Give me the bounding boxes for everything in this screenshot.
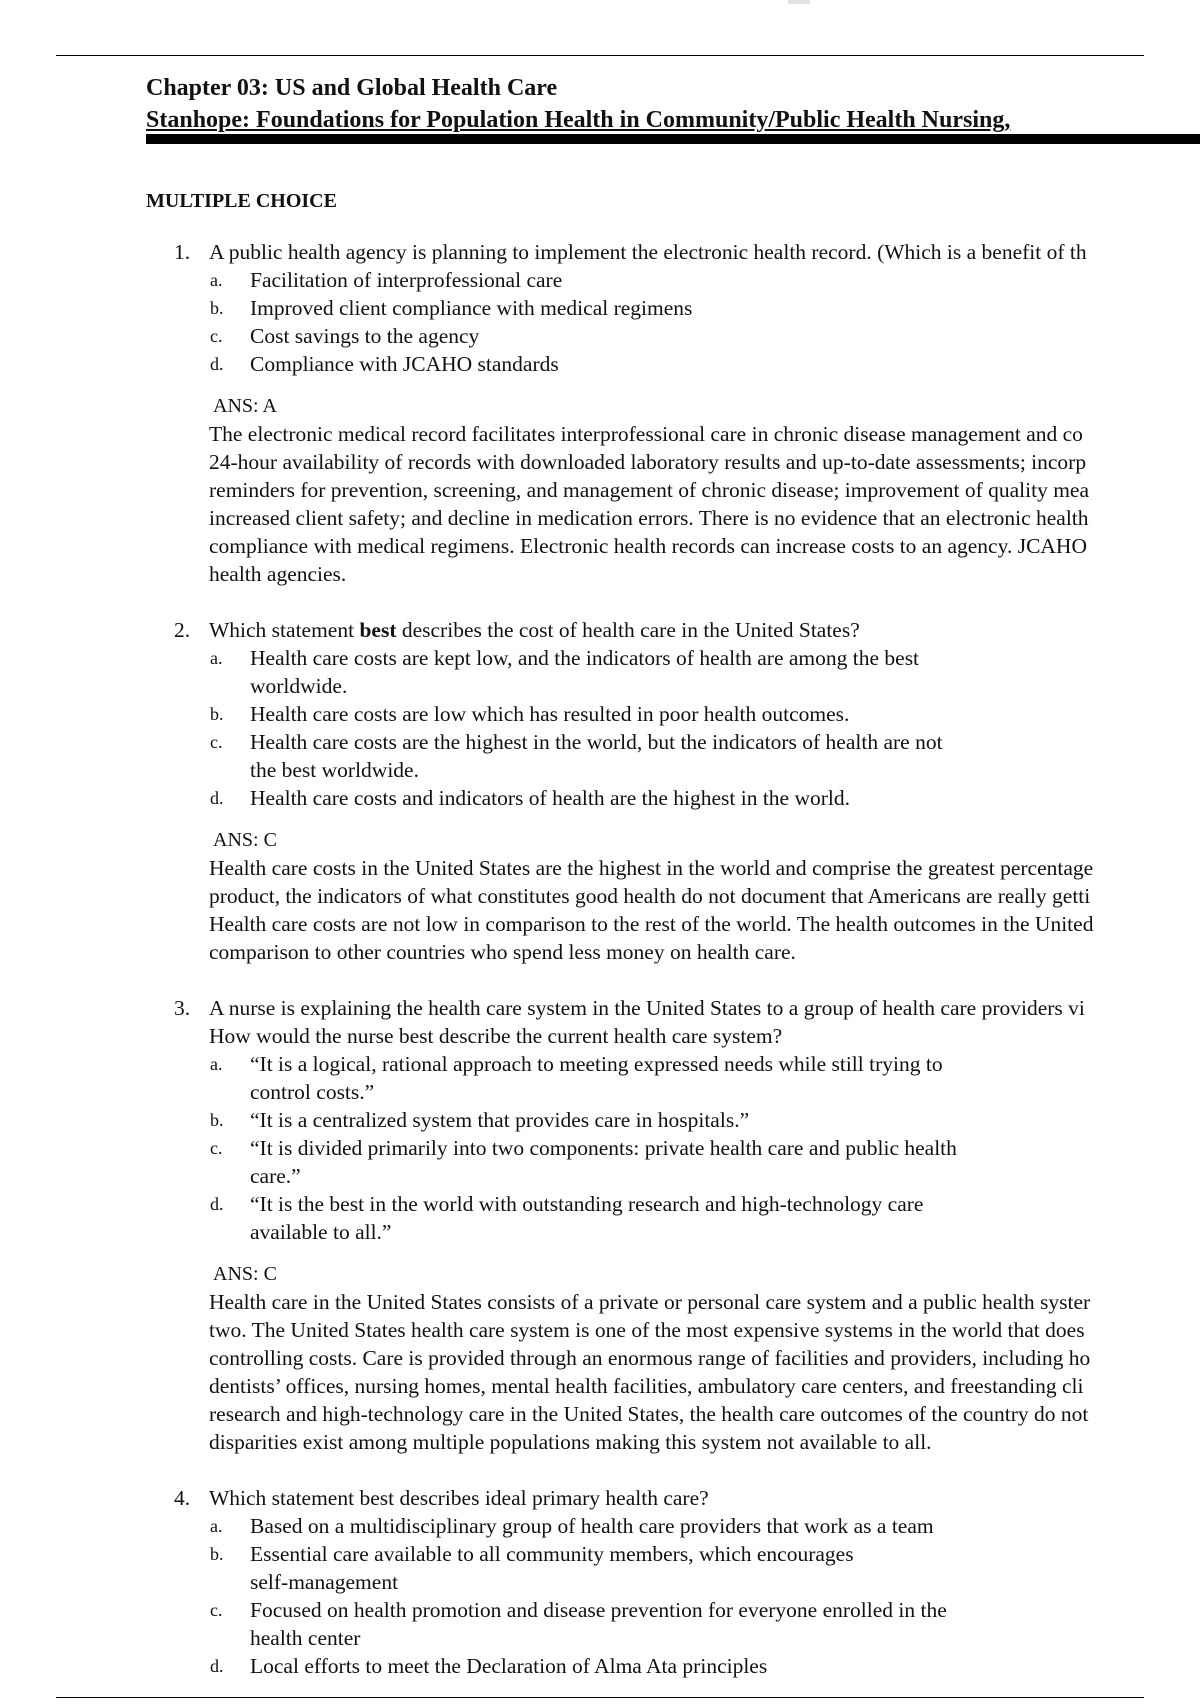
book-title: Stanhope: Foundations for Population Health in Community/Public Health Nursing,	[146, 107, 1011, 133]
option-b	[0, 1106, 1050, 1134]
question-2	[0, 616, 1200, 966]
option-a	[0, 1050, 1050, 1106]
rationale-line: increased client safety; and decline in medication errors. There is no evidence that an electronic health	[209, 506, 1089, 530]
question-stem	[0, 616, 1200, 644]
rationale-line: dentists’ offices, nursing homes, mental health facilities, ambulatory care centers, and freestanding cli	[209, 1374, 1084, 1398]
option-text: “It is divided primarily into two components: private health care and public health	[250, 1136, 957, 1160]
option-b	[0, 1540, 1050, 1596]
chapter-title: Chapter 03: US and Global Health Care	[146, 75, 558, 101]
option-letter: d.	[210, 788, 224, 808]
rationale-line: health agencies.	[209, 562, 347, 586]
option-text: Health care costs and indicators of health are the highest in the world.	[250, 786, 851, 810]
option-text: Local efforts to meet the Declaration of Alma Ata principles	[250, 1654, 768, 1678]
rationale-line: reminders for prevention, screening, and management of chronic disease; improvement of quality mea	[209, 478, 1089, 502]
rationale	[0, 854, 1094, 966]
option-b	[0, 700, 1050, 728]
question-number: 3.	[174, 996, 191, 1020]
option-d	[0, 1652, 1050, 1680]
option-text: Essential care available to all community members, which encourages	[250, 1542, 854, 1566]
option-letter: b.	[210, 704, 224, 724]
top-edge-mark	[788, 0, 810, 4]
answer-block	[0, 392, 1200, 588]
section-title: MULTIPLE CHOICE	[146, 190, 337, 212]
rationale-line: 24-hour availability of records with downloaded laboratory results and up-to-date assessments; incorp	[209, 450, 1087, 474]
rationale-line: controlling costs. Care is provided through an enormous range of facilities and providers, including ho	[209, 1346, 1091, 1370]
option-letter: a.	[210, 1054, 223, 1074]
option-text: worldwide.	[250, 674, 348, 698]
option-letter: a.	[210, 270, 223, 290]
rationale-line: research and high-technology care in the United States, the health care outcomes of the country do not	[209, 1402, 1089, 1426]
option-d	[0, 350, 1050, 378]
stem-line: A public health agency is planning to implement the electronic health record. (Which is a benefit of th	[209, 240, 1087, 264]
option-c	[0, 1596, 1050, 1652]
question-3	[0, 994, 1200, 1456]
header-divider	[146, 134, 1200, 144]
option-text: Health care costs are low which has resulted in poor health outcomes.	[250, 702, 850, 726]
option-text: control costs.”	[250, 1080, 375, 1104]
top-rule	[56, 55, 1144, 56]
option-text: Based on a multidisciplinary group of health care providers that work as a team	[250, 1514, 934, 1538]
option-a	[0, 266, 1050, 294]
option-text: the best worldwide.	[250, 758, 419, 782]
rationale-line: Health care in the United States consists of a private or personal care system and a public health syster	[209, 1290, 1091, 1314]
rationale-line: Health care costs are not low in comparison to the rest of the world. The health outcomes in the United	[209, 912, 1094, 936]
question-stem	[0, 238, 1200, 266]
bottom-rule	[56, 1697, 1144, 1698]
option-d	[0, 1190, 1050, 1246]
option-text: Facilitation of interprofessional care	[250, 268, 563, 292]
option-letter: c.	[210, 1600, 223, 1620]
stem-text: describes the cost of health care in the United States?	[396, 618, 860, 642]
option-text: self-management	[250, 1570, 399, 1594]
option-text: Improved client compliance with medical regimens	[250, 296, 693, 320]
option-letter: b.	[210, 1544, 224, 1564]
option-c	[0, 322, 1050, 350]
stem-emphasis: best	[359, 618, 397, 642]
option-c	[0, 728, 1050, 784]
rationale-line: compliance with medical regimens. Electronic health records can increase costs to an agency. JCAHO	[209, 534, 1087, 558]
option-letter: d.	[210, 1194, 224, 1214]
stem-line: A nurse is explaining the health care system in the United States to a group of health care providers vi	[209, 996, 1085, 1020]
question-number: 4.	[174, 1486, 191, 1510]
rationale-line: two. The United States health care system is one of the most expensive systems in the world that does	[209, 1318, 1085, 1342]
rationale-line: The electronic medical record facilitates interprofessional care in chronic disease management and co	[209, 422, 1083, 446]
option-letter: d.	[210, 354, 224, 374]
option-letter: c.	[210, 1138, 223, 1158]
rationale	[0, 1288, 1091, 1456]
option-text: health center	[250, 1626, 361, 1650]
option-c	[0, 1134, 1050, 1190]
option-text: Health care costs are kept low, and the indicators of health are among the best	[250, 646, 920, 670]
option-a	[0, 1512, 1050, 1540]
rationale-line: comparison to other countries who spend less money on health care.	[209, 940, 796, 964]
option-text: care.”	[250, 1164, 301, 1188]
option-a	[0, 644, 1050, 700]
option-d	[0, 784, 1050, 812]
question-number: 1.	[174, 240, 191, 264]
option-text: available to all.”	[250, 1220, 392, 1244]
question-stem	[0, 1484, 1200, 1512]
answer-key: ANS: C	[213, 1263, 277, 1285]
stem-text: Which statement	[209, 618, 360, 642]
option-text: “It is a centralized system that provides care in hospitals.”	[250, 1108, 750, 1132]
document-header	[146, 72, 1010, 135]
question-number: 2.	[174, 618, 191, 642]
question-4	[0, 1484, 1200, 1680]
answer-key: ANS: A	[213, 395, 277, 417]
answer-block	[0, 1260, 1200, 1456]
answer-key: ANS: C	[213, 829, 277, 851]
stem-line: How would the nurse best describe the current health care system?	[209, 1024, 783, 1048]
option-letter: c.	[210, 326, 223, 346]
stem-line: Which statement best describes ideal primary health care?	[209, 1486, 709, 1510]
option-letter: b.	[210, 298, 224, 318]
answer-block	[0, 826, 1200, 966]
rationale-line: product, the indicators of what constitutes good health do not document that Americans are really getti	[209, 884, 1091, 908]
option-letter: d.	[210, 1656, 224, 1676]
stem-line	[209, 616, 1200, 644]
rationale-line: disparities exist among multiple populations making this system not available to all.	[209, 1430, 932, 1454]
option-letter: a.	[210, 648, 223, 668]
option-letter: a.	[210, 1516, 223, 1536]
option-text: “It is the best in the world with outstanding research and high-technology care	[250, 1192, 924, 1216]
option-text: Health care costs are the highest in the world, but the indicators of health are not	[250, 730, 943, 754]
rationale-line: Health care costs in the United States are the highest in the world and comprise the greatest percentage	[209, 856, 1094, 880]
option-b	[0, 294, 1050, 322]
question-1	[0, 238, 1200, 588]
question-stem	[0, 994, 1200, 1050]
question-list	[0, 238, 1200, 1708]
option-text: Cost savings to the agency	[250, 324, 480, 348]
rationale	[0, 420, 1089, 588]
option-letter: b.	[210, 1110, 224, 1130]
option-text: “It is a logical, rational approach to meeting expressed needs while still trying to	[250, 1052, 943, 1076]
option-text: Compliance with JCAHO standards	[250, 352, 559, 376]
option-letter: c.	[210, 732, 223, 752]
option-text: Focused on health promotion and disease prevention for everyone enrolled in the	[250, 1598, 947, 1622]
